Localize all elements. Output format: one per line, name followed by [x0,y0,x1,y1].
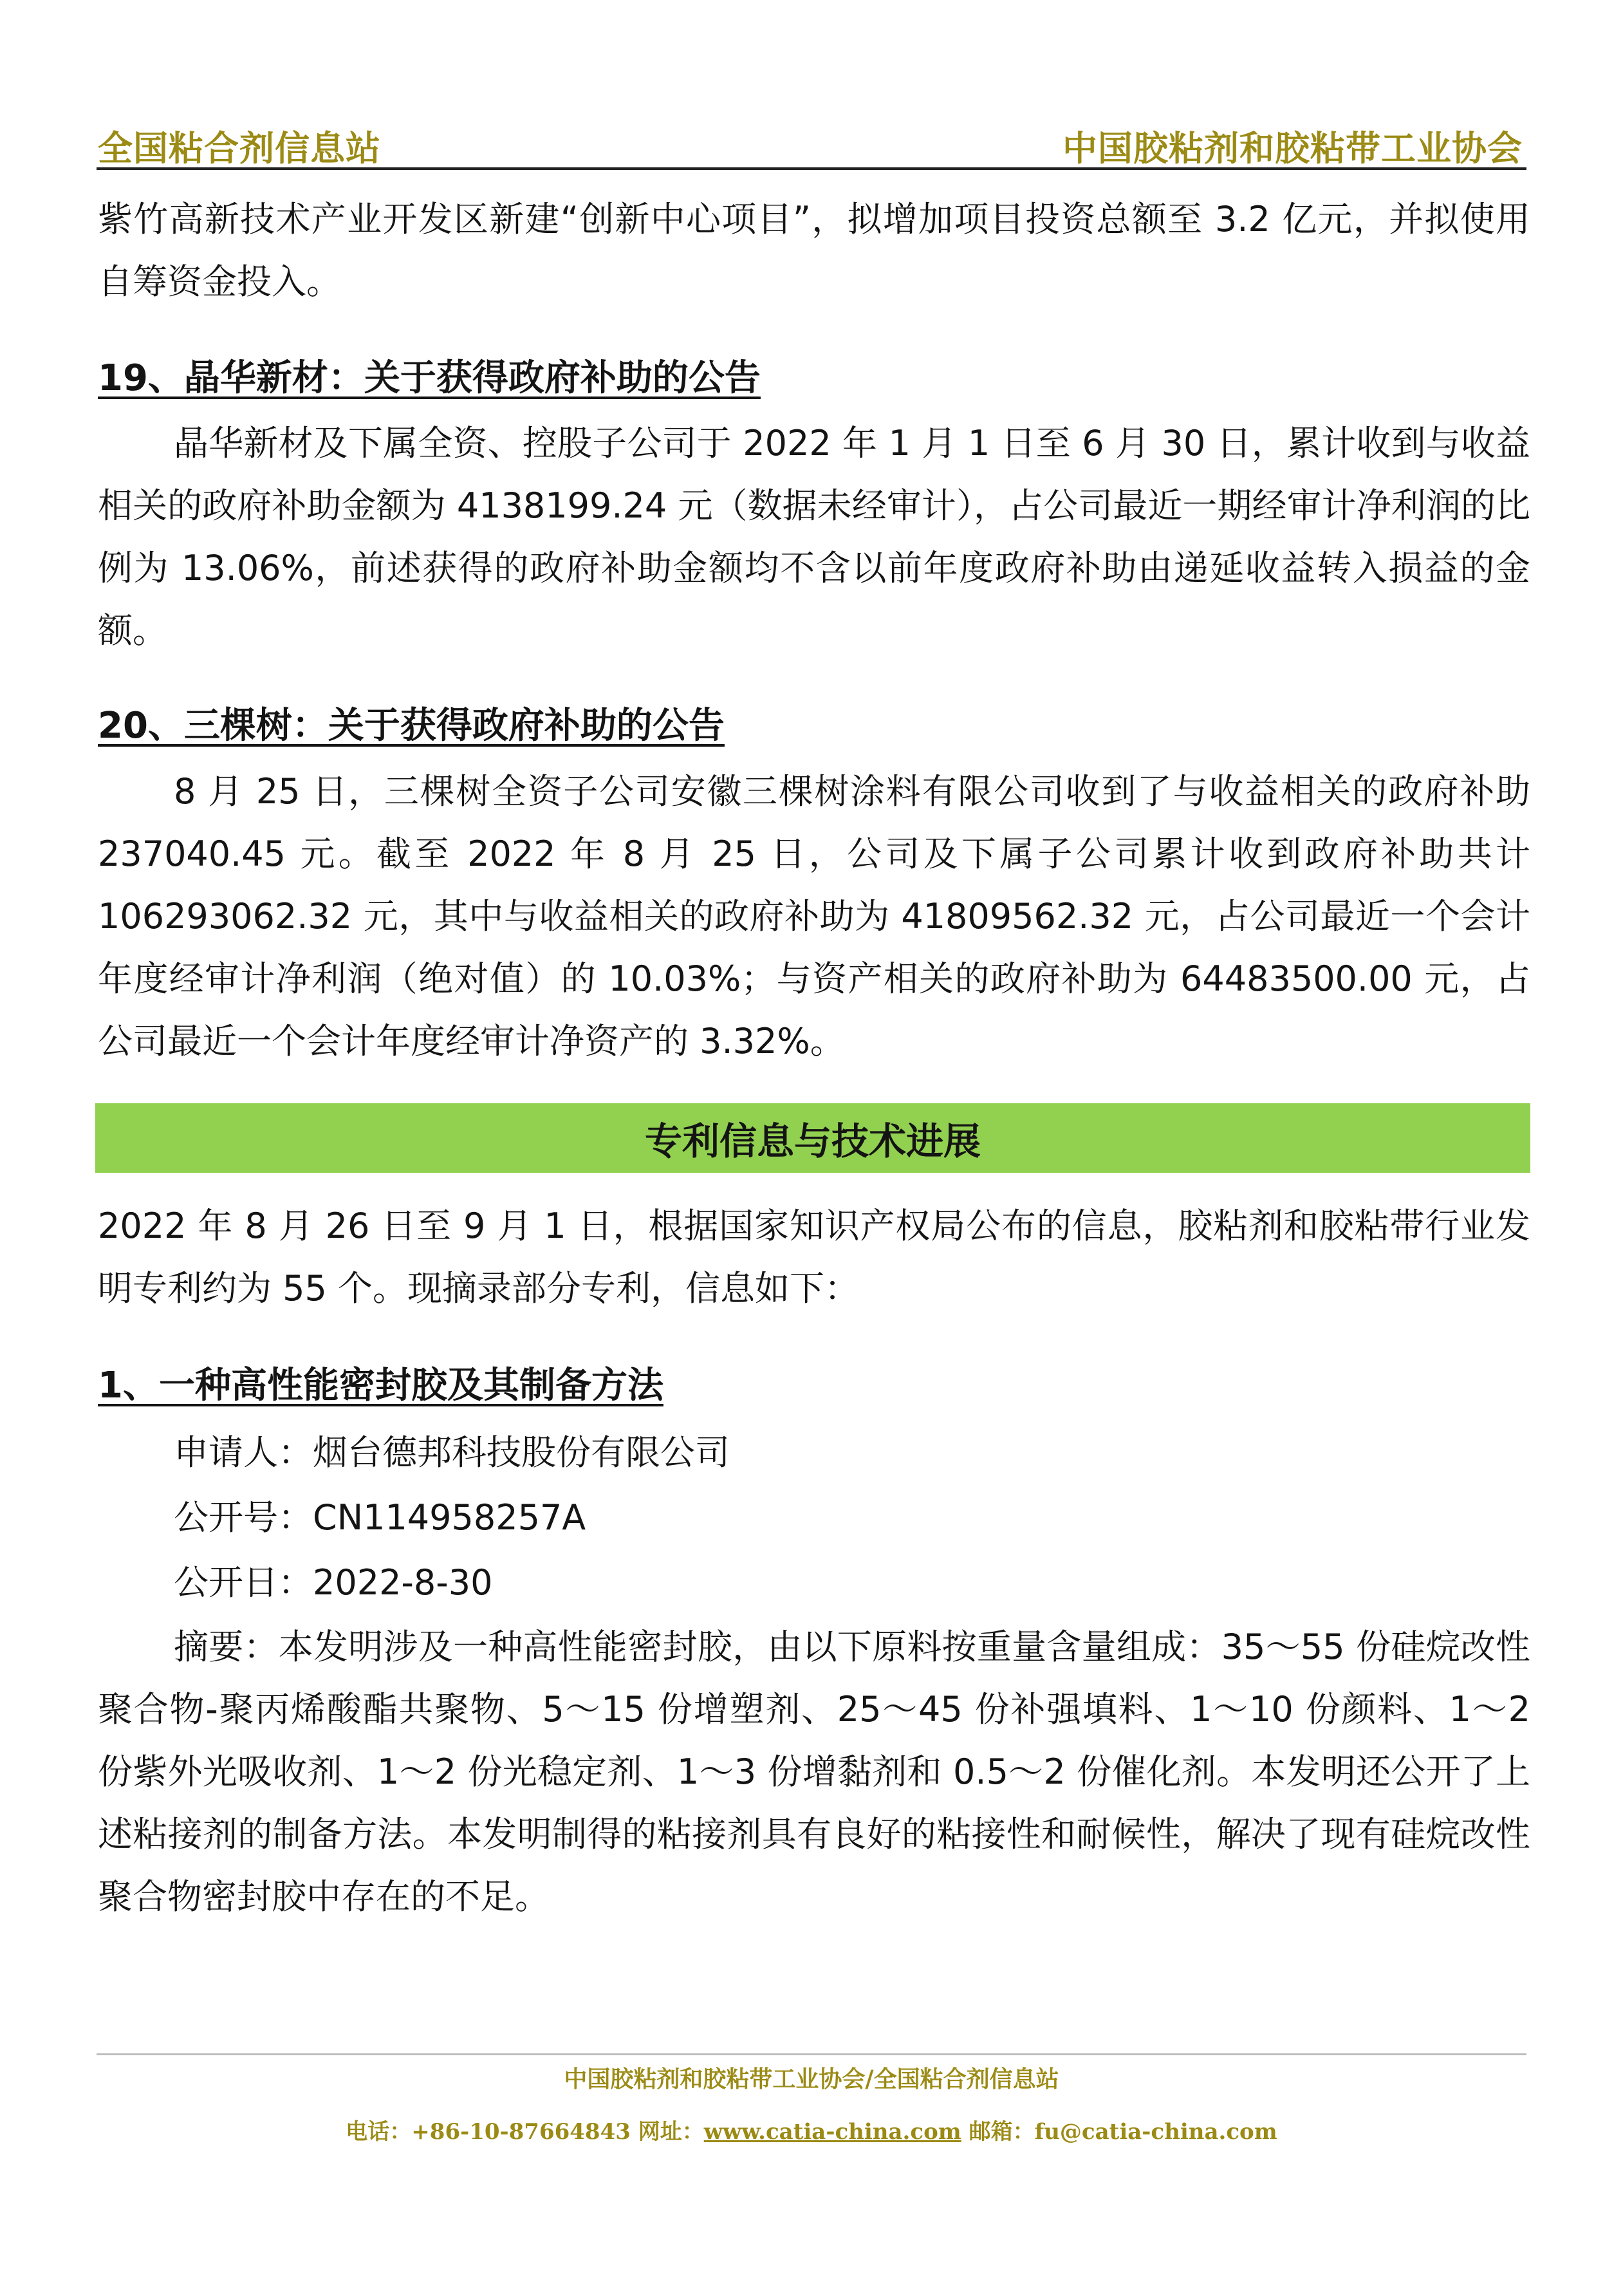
footer-organization: 中国胶粘剂和胶粘带工业协会/全国粘合剂信息站 [564,2066,1059,2093]
patent-1-abstract: 摘要：本发明涉及一种高性能密封胶，由以下原料按重量含量组成：35～55 份硅烷改性聚合物-聚丙烯酸酯共聚物、5～15 份增塑剂、25～45 份补强填料、1～10 份颜料、1～2 份紫外光吸收剂、1～2 份光稳定剂、1～3 份增黏剂和 0.5～2 份催化剂。本发明还公开了上述粘接剂的制备方法。本发明制得的粘接剂具有良好的粘接性和耐候性，解决了现有硅烷改性聚合物密封胶中存在的不足。 [98,1627,1530,1917]
item-20-body: 8 月 25 日，三棵树全资子公司安徽三棵树涂料有限公司收到了与收益相关的政府补助 237040.45 元。截至 2022 年 8 月 25 日，公司及下属子公司累计收到政府补助共计 106293062.32 元，其中与收益相关的政府补助为 41809562.32 元，占公司最近一个会计年度经审计净利润（绝对值）的 10.03%；与资产相关的政府补助为 64483500.00 元，占公司最近一个会计年度经审计净资产的 3.32%。 [98,771,1530,1061]
patent-1-applicant: 申请人：烟台德邦科技股份有限公司 [174,1432,730,1473]
footer-contact [0,2114,1623,2145]
page-header [97,112,1526,170]
item-19-body: 晶华新材及下属全资、控股子公司于 2022 年 1 月 1 日至 6 月 30 日，累计收到与收益相关的政府补助金额为 4138199.24 元（数据未经审计），占公司最近一期经审计净利润的比例为 13.06%，前述获得的政府补助金额均不含以前年度政府补助由递延收益转入损益的金额。 [98,423,1530,651]
patent-intro-paragraph: 2022 年 8 月 26 日至 9 月 1 日，根据国家知识产权局公布的信息，胶粘剂和胶粘带行业发明专利约为 55 个。现摘录部分专利，信息如下： [98,1206,1530,1309]
header-association-name: 中国胶粘剂和胶粘带工业协会 [1062,127,1523,169]
footer-phone: 电话：+86-10-87664843 网址： [346,2119,704,2145]
section-banner: 专利信息与技术进展 [95,1103,1530,1173]
header-site-name: 全国粘合剂信息站 [98,127,381,169]
footer-website-link[interactable]: www.catia-china.com [703,2119,961,2145]
item-19-heading: 19、晶华新材：关于获得政府补助的公告 [98,357,761,399]
item-20-heading: 20、三棵树：关于获得政府补助的公告 [98,705,725,747]
patent-1-publication-date: 公开日：2022-8-30 [174,1562,493,1603]
footer-email[interactable]: 邮箱：fu@catia-china.com [961,2119,1277,2145]
patent-1-publication-number: 公开号：CN114958257A [174,1497,586,1538]
footer-divider [97,2053,1526,2055]
patent-1-heading: 1、一种高性能密封胶及其制备方法 [98,1365,663,1406]
intro-paragraph: 紫竹高新技术产业开发区新建“创新中心项目”，拟增加项目投资总额至 3.2 亿元，并拟使用自筹资金投入。 [98,199,1530,302]
